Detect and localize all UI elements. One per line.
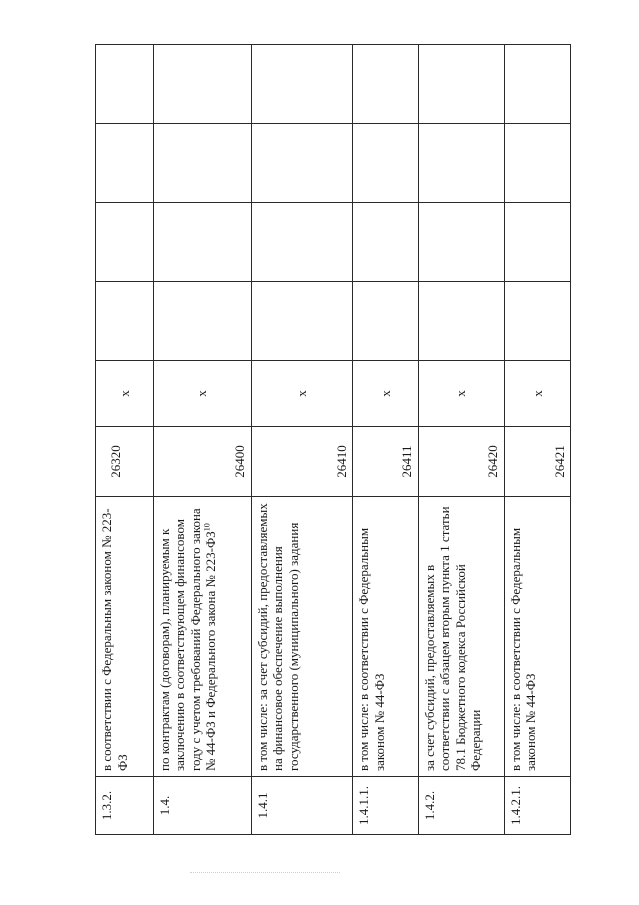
empty-value-cell: [353, 203, 418, 282]
empty-value-cell: [418, 203, 504, 282]
empty-value-cell: [251, 203, 353, 282]
table-row: [504, 45, 570, 835]
row-number: 1.3.2.: [96, 777, 154, 835]
rotated-table-container: [95, 45, 571, 835]
table-row: [153, 45, 251, 835]
row-code: 26410: [251, 427, 353, 497]
row-number: 1.4.2.1.: [504, 777, 570, 835]
row-number: 1.4.: [153, 777, 251, 835]
row-description: [96, 497, 154, 777]
row-description: [251, 497, 353, 777]
empty-value-cell: [96, 282, 154, 361]
row-description-text: по контрактам (договорам), планируемым к заключению в соответствующем финансовом году с учетом требований Федерального закона № 44-ФЗ и Федерального закона № 223-ФЗ: [156, 508, 219, 771]
empty-value-cell: [251, 124, 353, 203]
row-code: 26320: [96, 427, 154, 497]
row-description: [153, 497, 251, 777]
row-x-mark: x: [96, 361, 154, 427]
table-row: [251, 45, 353, 835]
row-code: 26420: [418, 427, 504, 497]
row-description: [504, 497, 570, 777]
row-x-mark: x: [418, 361, 504, 427]
table-row: [353, 45, 418, 835]
empty-value-cell: [153, 45, 251, 124]
row-description: [353, 497, 418, 777]
row-description-text: в том числе: за счет субсидий, предоставляемых на финансовое обеспечение выполнения государственного (муниципального) задания: [254, 503, 301, 771]
empty-value-cell: [153, 124, 251, 203]
empty-value-cell: [251, 282, 353, 361]
empty-value-cell: [153, 282, 251, 361]
empty-value-cell: [504, 282, 570, 361]
footnote-marker: 10: [202, 523, 212, 532]
empty-value-cell: [504, 124, 570, 203]
empty-value-cell: [418, 45, 504, 124]
row-x-mark: x: [504, 361, 570, 427]
row-x-mark: x: [353, 361, 418, 427]
empty-value-cell: [418, 282, 504, 361]
empty-value-cell: [504, 203, 570, 282]
empty-value-cell: [418, 124, 504, 203]
table-row: [96, 45, 154, 835]
empty-value-cell: [353, 124, 418, 203]
scan-artifact: [190, 872, 340, 875]
row-x-mark: x: [251, 361, 353, 427]
empty-value-cell: [353, 282, 418, 361]
empty-value-cell: [504, 45, 570, 124]
row-number: 1.4.2.: [418, 777, 504, 835]
empty-value-cell: [96, 45, 154, 124]
empty-value-cell: [153, 203, 251, 282]
table-body: [96, 45, 571, 835]
row-code: 26400: [153, 427, 251, 497]
row-description-text: в том числе: в соответствии с Федеральным законом № 44-ФЗ: [507, 527, 539, 771]
row-number: 1.4.1: [251, 777, 353, 835]
empty-value-cell: [251, 45, 353, 124]
row-number: 1.4.1.1.: [353, 777, 418, 835]
financial-plan-table: [95, 44, 571, 835]
row-x-mark: x: [153, 361, 251, 427]
row-description-text: за счет субсидий, предоставляемых в соответствии с абзацем вторым пункта 1 статьи 78.1 Бюджетного кодекса Российской Федерации: [421, 506, 484, 771]
row-description: [418, 497, 504, 777]
row-code: 26421: [504, 427, 570, 497]
empty-value-cell: [96, 203, 154, 282]
table-row: [418, 45, 504, 835]
row-description-text: в том числе: в соответствии с Федеральным законом № 44-ФЗ: [356, 527, 387, 771]
empty-value-cell: [353, 45, 418, 124]
empty-value-cell: [96, 124, 154, 203]
row-code: 26411: [353, 427, 418, 497]
row-description-text: в соответствии с Федеральным законом № 223-ФЗ: [99, 508, 130, 771]
